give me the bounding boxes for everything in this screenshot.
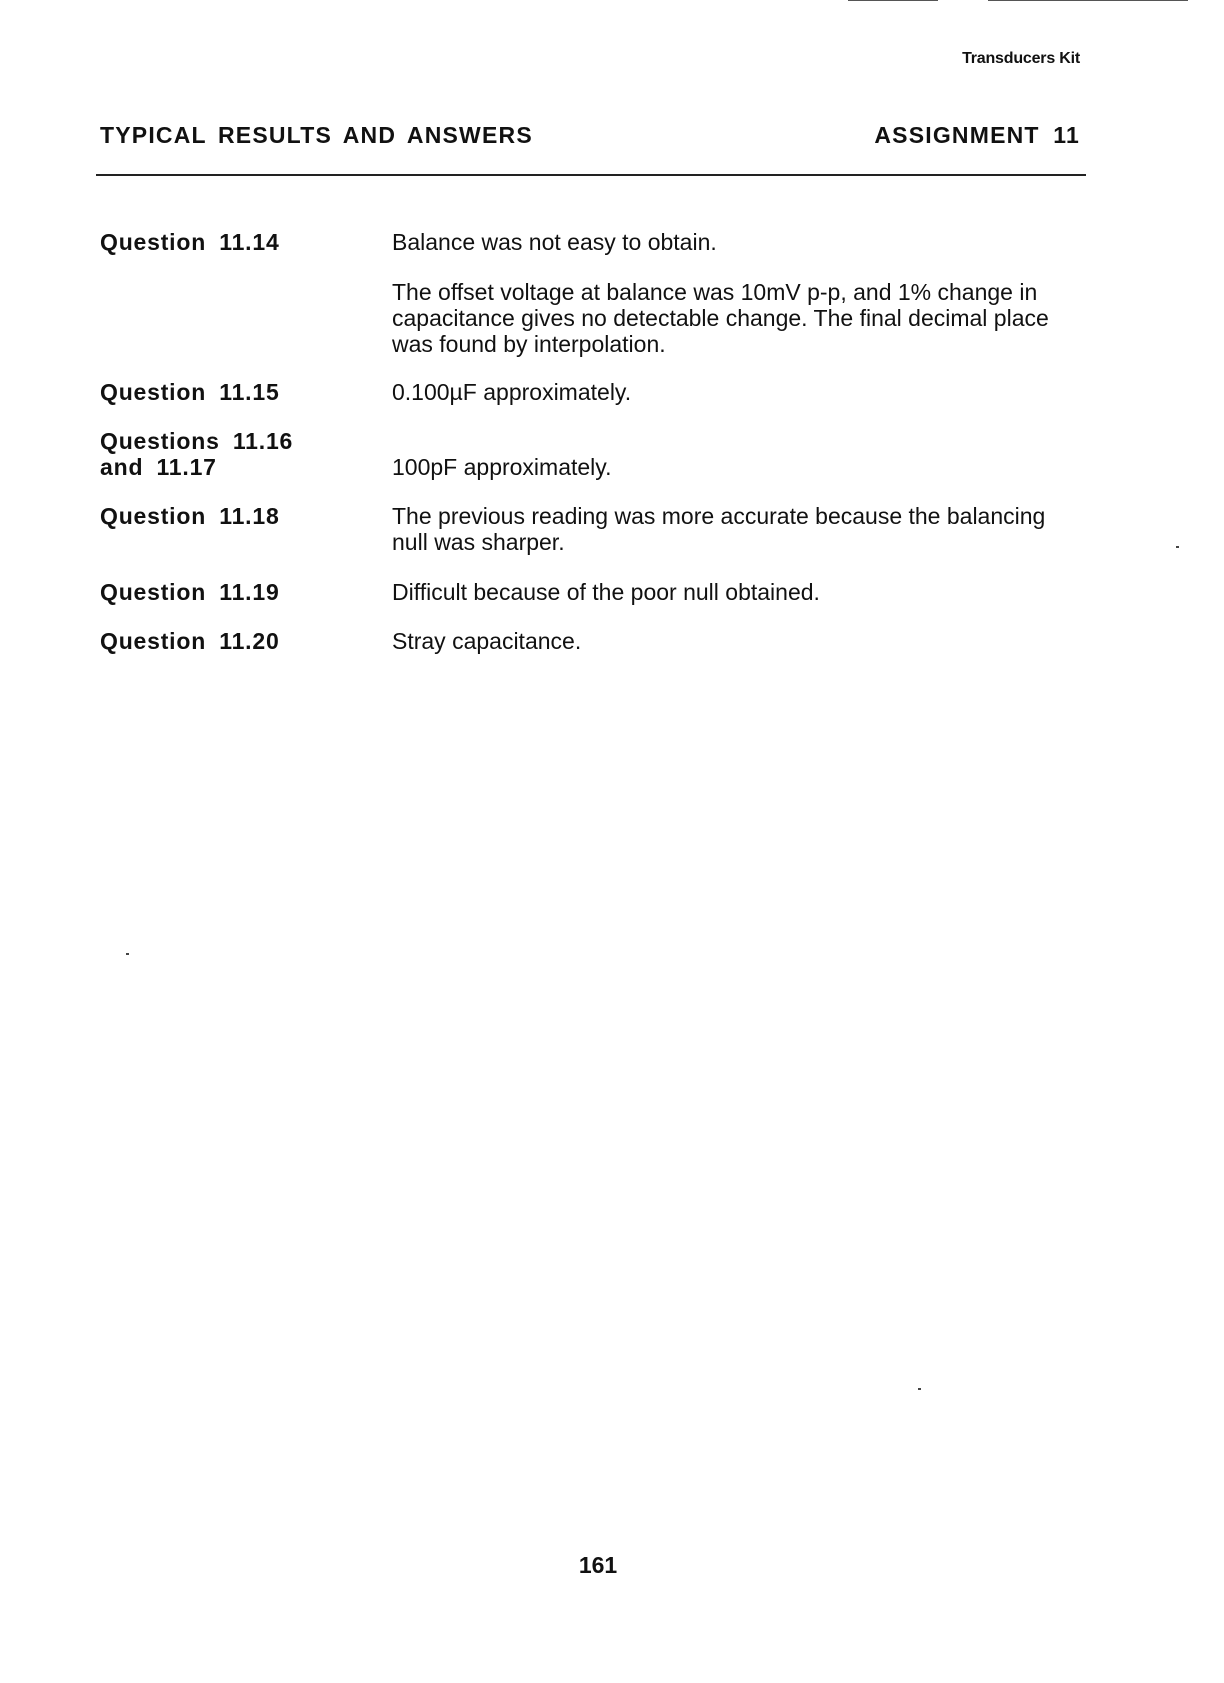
answer-paragraph: Balance was not easy to obtain. (392, 229, 717, 255)
answer-paragraph: 100pF approximately. (392, 454, 612, 480)
scan-edge-line (988, 0, 1188, 1)
answer-row-11-20 (100, 628, 1080, 654)
answer-paragraph: 0.100µF approximately. (392, 379, 632, 405)
answer-paragraph: The offset voltage at balance was 10mV p-p, and 1% change in capacitance gives no detectable change. The final decimal place was found by interpolation. (392, 279, 1049, 357)
question-label: Question 11.19 (100, 579, 280, 605)
scan-edge-line (848, 0, 938, 1)
answer-text (392, 579, 1080, 605)
answer-text (392, 428, 1080, 480)
question-label: Question 11.20 (100, 628, 280, 654)
header-divider (96, 174, 1086, 176)
answer-row-11-18 (100, 503, 1080, 555)
answer-row-11-14 (100, 229, 1080, 357)
section-title: TYPICAL RESULTS AND ANSWERS (100, 122, 533, 148)
answer-paragraph: The previous reading was more accurate because the balancing null was sharper. (392, 503, 1046, 555)
page-number: 161 (578, 1552, 618, 1578)
scan-speck (126, 953, 129, 955)
answer-text (392, 379, 1080, 405)
scan-speck (1176, 546, 1179, 548)
answer-row-11-19 (100, 579, 1080, 605)
answer-row-11-16-17 (100, 428, 1080, 480)
question-label-line: Questions 11.16 (100, 428, 294, 454)
answer-text (392, 628, 1080, 654)
question-label: Question 11.14 (100, 229, 280, 255)
answer-row-11-15 (100, 379, 1080, 405)
question-label (100, 428, 392, 480)
answer-text (392, 229, 1080, 357)
question-label: Question 11.18 (100, 503, 280, 529)
assignment-label: ASSIGNMENT 11 (874, 122, 1080, 148)
question-label: Question 11.15 (100, 379, 280, 405)
answer-paragraph: Stray capacitance. (392, 628, 582, 654)
answer-paragraph: Difficult because of the poor null obtained. (392, 579, 820, 605)
running-header-kit-name: Transducers Kit (962, 50, 1080, 67)
answer-text (392, 503, 1080, 555)
question-label-line: and 11.17 (100, 454, 217, 480)
scan-speck (918, 1388, 921, 1390)
